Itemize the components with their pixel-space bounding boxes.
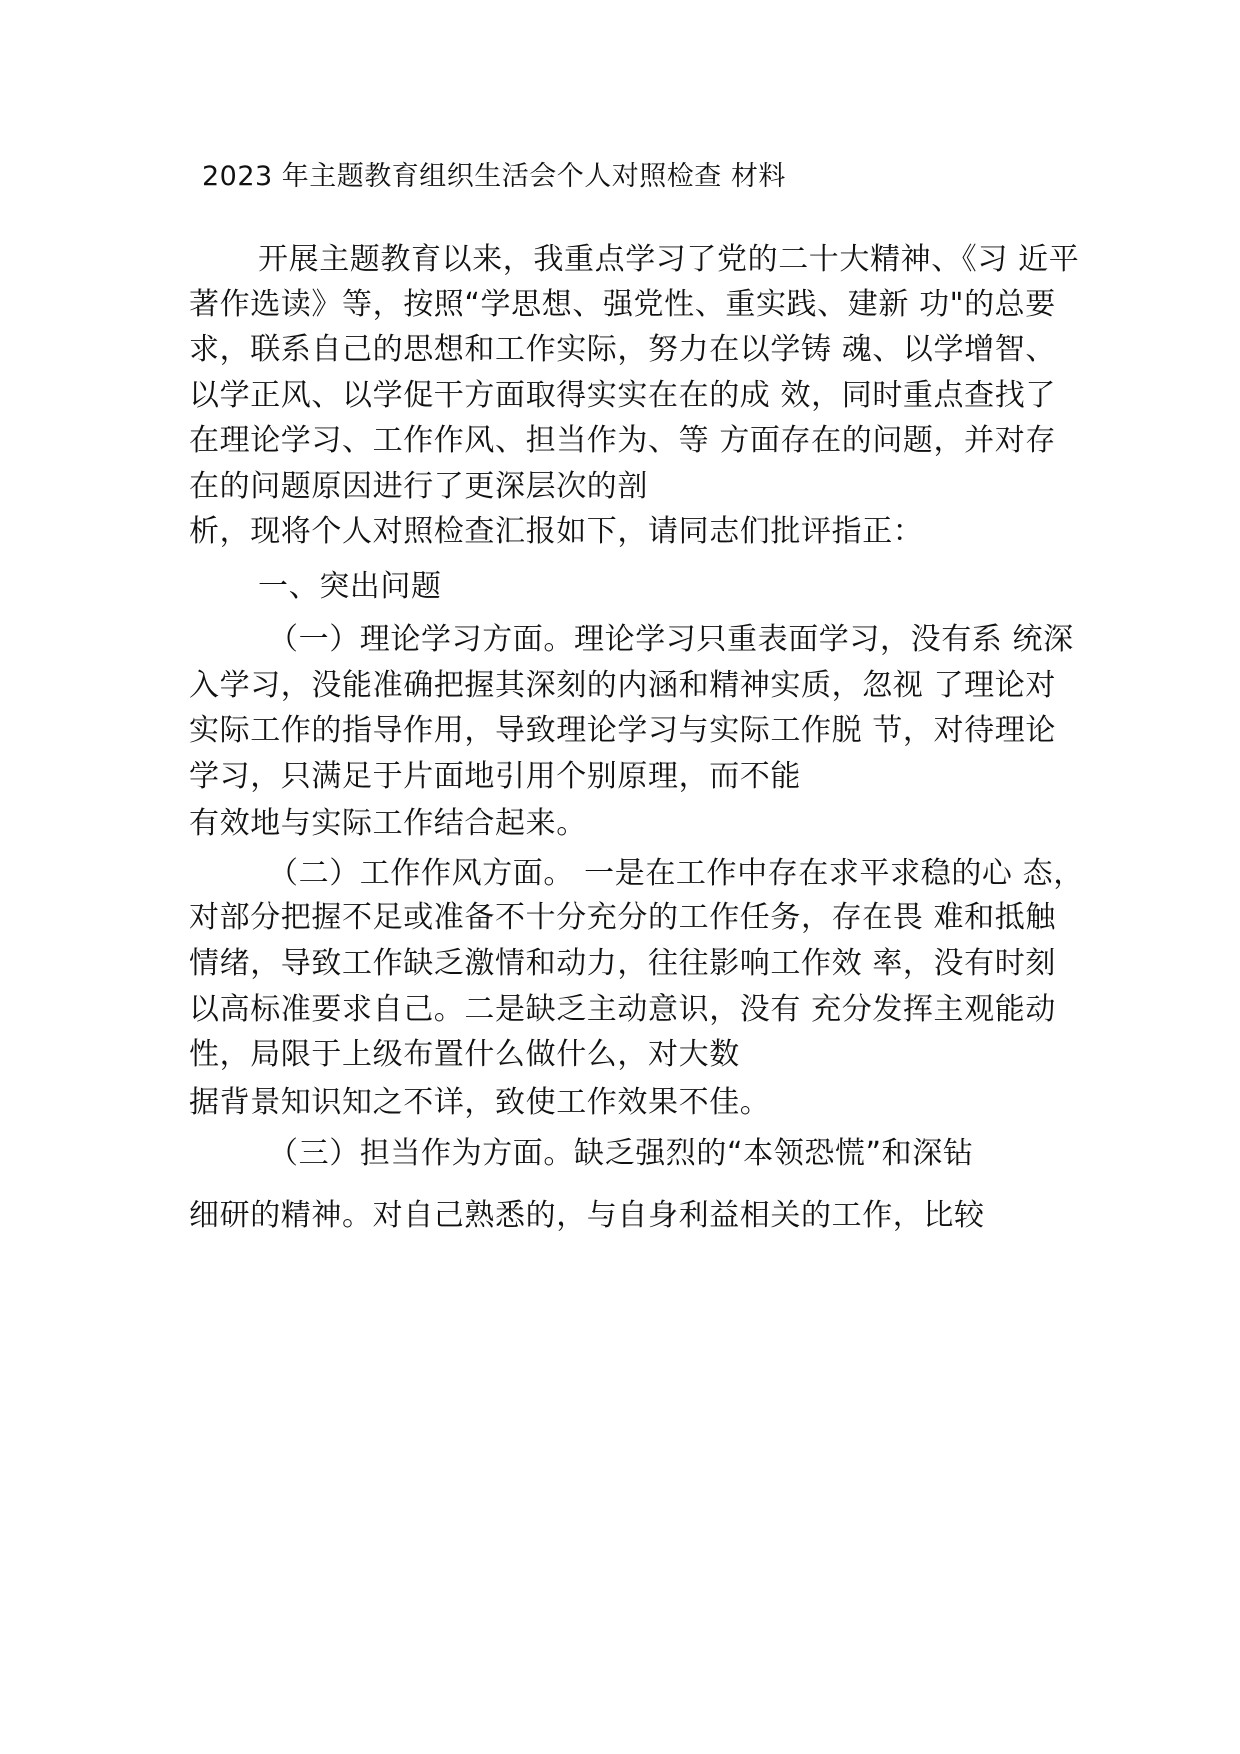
- body-line: （三）担当作为方面。缺乏强烈的“本领恐慌”和深钻: [268, 1136, 974, 1171]
- section-heading: 一、突出问题: [258, 569, 442, 604]
- body-line: 著作选读》等，按照“学思想、强党性、重实践、建新 功"的总要: [189, 287, 1056, 322]
- body-line: 以高标准要求自己。二是缺乏主动意识，没有 充分发挥主观能动: [189, 992, 1056, 1027]
- body-line: 实际工作的指导作用，导致理论学习与实际工作脱 节，对待理论: [189, 713, 1056, 748]
- body-line: 对部分把握不足或准备不十分充分的工作任务，存在畏 难和抵触: [189, 900, 1056, 935]
- body-line: 在理论学习、工作作风、担当作为、等 方面存在的问题，并对存: [189, 423, 1056, 458]
- body-line: 性，局限于上级布置什么做什么，对大数: [189, 1037, 740, 1072]
- body-line: 以学正风、以学促干方面取得实实在在的成 效，同时重点查找了: [189, 378, 1056, 413]
- body-line: （一）理论学习方面。理论学习只重表面学习，没有系 统深: [268, 622, 1074, 657]
- document-title: 2023 年主题教育组织生活会个人对照检查 材料: [202, 161, 786, 192]
- body-line: 据背景知识知之不详，致使工作效果不佳。: [189, 1085, 771, 1120]
- body-line: 在的问题原因进行了更深层次的剖: [189, 469, 648, 504]
- body-line: 学习，只满足于片面地引用个别原理，而不能: [189, 759, 801, 794]
- body-line: 开展主题教育以来，我重点学习了党的二十大精神、《习 近平: [258, 242, 1080, 277]
- body-line: 细研的精神。对自己熟悉的，与自身利益相关的工作，比较: [189, 1198, 985, 1233]
- body-line: 求，联系自己的思想和工作实际，努力在以学铸 魂、以学增智、: [189, 332, 1056, 367]
- body-line: 析，现将个人对照检查汇报如下，请同志们批评指正：: [189, 514, 924, 549]
- body-line: 有效地与实际工作结合起来。: [189, 806, 587, 841]
- body-line: 情绪，导致工作缺乏激情和动力，往往影响工作效 率，没有时刻: [189, 946, 1056, 981]
- body-line: 入学习，没能准确把握其深刻的内涵和精神实质，忽视 了理论对: [189, 668, 1056, 703]
- body-line: （二）工作作风方面。 一是在工作中存在求平求稳的心 态，: [268, 856, 1084, 891]
